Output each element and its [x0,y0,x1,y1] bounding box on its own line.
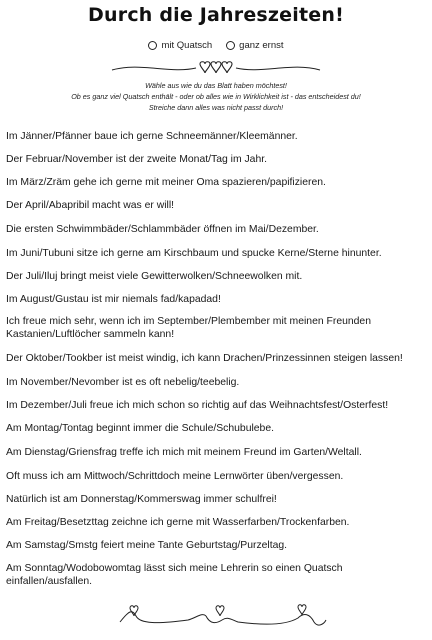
radio-circle-icon[interactable] [226,41,235,50]
sentence-line: Ich freue mich sehr, wenn ich im September/Plembember mit meinen Freunden Kastanien/Luftlöcher sammeln kann! [6,316,371,340]
sentence-line: Der Juli/Iluj bringt meist viele Gewitterwolken/Schneewolken mit. [6,271,303,282]
sentence-line: Im März/Zräm gehe ich gerne mit meiner Oma spazieren/papifizieren. [6,177,326,188]
sentence-line: Am Dienstag/Griensfrag treffe ich mich mit meinem Freund im Garten/Weltall. [6,447,362,458]
heart-swirl-divider-icon [118,602,328,630]
sentence-line: Im November/Nevomber ist es oft nebelig/teebelig. [6,377,240,388]
sentence-line: Der April/Abapribil macht was er will! [6,200,175,211]
instruction-line: Ob es ganz viel Quatsch enthält - oder ob alles wie in Wirklichkeit ist - das entscheidest du! [71,92,361,101]
option-label: mit Quatsch [161,40,213,51]
mode-options [0,40,432,51]
option-ganz-ernst[interactable] [226,40,283,51]
sentence-line: Im Dezember/Juli freue ich mich schon so richtig auf das Weihnachtsfest/Osterfest! [6,400,389,411]
option-mit-quatsch[interactable] [148,40,212,51]
sentence-line: Natürlich ist am Donnerstag/Kommerswag immer schulfrei! [6,494,277,505]
page-title: Durch die Jahreszeiten! [88,4,344,26]
instruction-line: Wähle aus wie du das Blatt haben möchtest! [145,81,287,90]
sentence-line: Am Montag/Tontag beginnt immer die Schule/Schubulebe. [6,423,275,434]
sentence-line: Am Sonntag/Wodobowomtag lässt sich meine Lehrerin so einen Quatsch einfallen/ausfallen. [6,563,343,587]
option-label: ganz ernst [239,40,284,51]
sentence-line: Am Freitag/Besetzttag zeichne ich gerne mit Wasserfarben/Trockenfarben. [6,517,350,528]
sentence-line: Im Jänner/Pfänner baue ich gerne Schneemänner/Kleemänner. [6,131,298,142]
sentence-line: Im Juni/Tubuni sitze ich gerne am Kirschbaum und spucke Kerne/Sterne hinunter. [6,248,382,259]
instruction-line: Streiche dann alles was nicht passt durch! [148,103,284,112]
instructions [20,80,412,113]
sentence-line: Der Oktober/Tookber ist meist windig, ich kann Drachen/Prinzessinnen steigen lassen! [6,353,403,364]
sentence-line: Am Samstag/Smstg feiert meine Tante Geburtstag/Purzeltag. [6,540,288,551]
radio-circle-icon[interactable] [148,41,157,50]
sentence-line: Im August/Gustau ist mir niemals fad/kapadad! [6,294,221,305]
sentence-line: Die ersten Schwimmbäder/Schlammbäder öffnen im Mai/Dezember. [6,224,319,235]
sentence-line: Oft muss ich am Mittwoch/Schrittdoch meine Lernwörter üben/vergessen. [6,471,344,482]
swirl-hearts-icon [110,56,322,78]
sentence-line: Der Februar/November ist der zweite Monat/Tag im Jahr. [6,154,268,165]
